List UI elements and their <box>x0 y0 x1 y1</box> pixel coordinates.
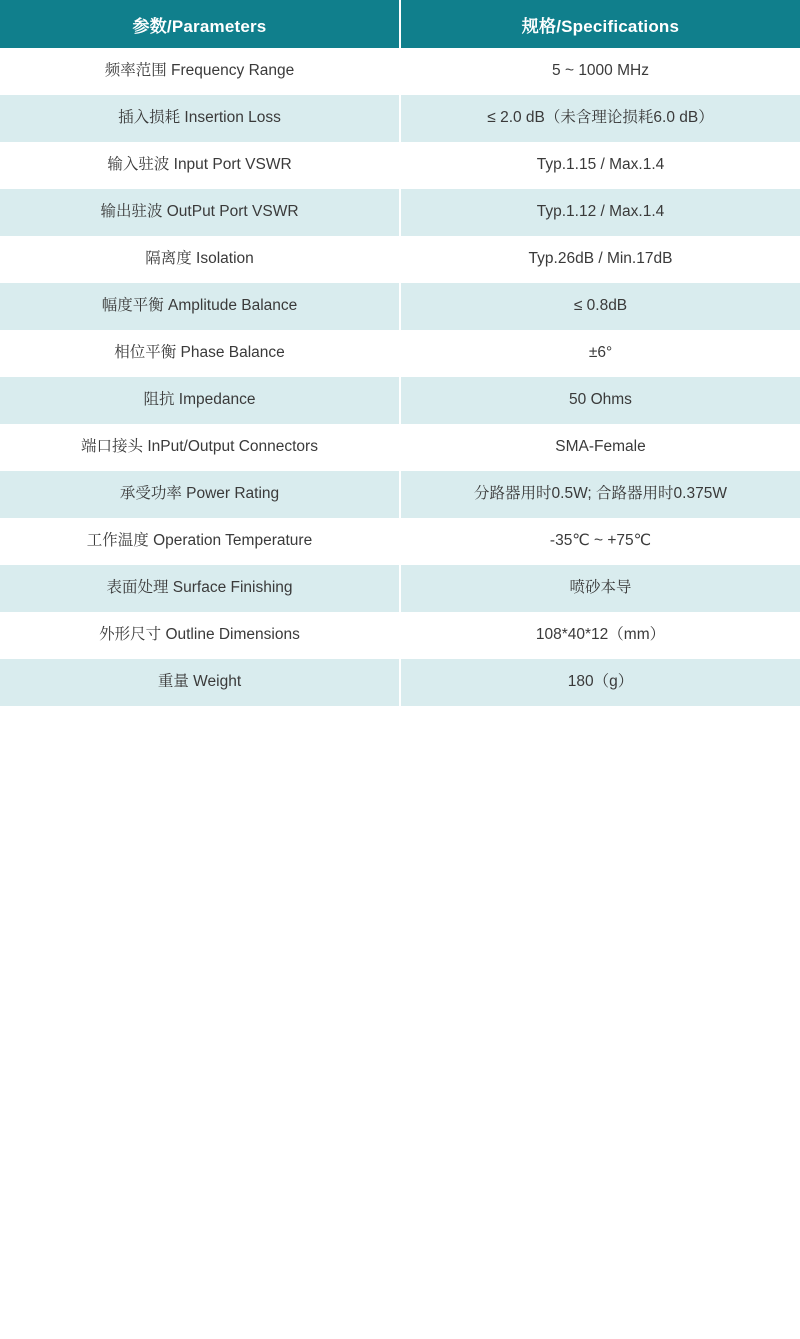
table-body <box>0 48 800 706</box>
cell-specification: ≤ 2.0 dB（未含理论损耗6.0 dB） <box>400 95 800 142</box>
table-row <box>0 424 800 471</box>
table-row <box>0 518 800 565</box>
cell-specification: 108*40*12（mm） <box>400 612 800 659</box>
table-row <box>0 565 800 612</box>
cell-parameter: 外形尺寸 Outline Dimensions <box>0 612 400 659</box>
cell-parameter: 频率范围 Frequency Range <box>0 48 400 95</box>
cell-specification: 喷砂本导 <box>400 565 800 612</box>
cell-specification: 50 Ohms <box>400 377 800 424</box>
table-row <box>0 471 800 518</box>
cell-parameter: 插入损耗 Insertion Loss <box>0 95 400 142</box>
cell-specification: -35℃ ~ +75℃ <box>400 518 800 565</box>
cell-parameter: 工作温度 Operation Temperature <box>0 518 400 565</box>
table-row <box>0 283 800 330</box>
table-row <box>0 95 800 142</box>
cell-parameter: 相位平衡 Phase Balance <box>0 330 400 377</box>
cell-parameter: 幅度平衡 Amplitude Balance <box>0 283 400 330</box>
cell-specification: 180（g） <box>400 659 800 706</box>
cell-specification: Typ.26dB / Min.17dB <box>400 236 800 283</box>
cell-specification: 分路器用时0.5W; 合路器用时0.375W <box>400 471 800 518</box>
cell-parameter: 输入驻波 Input Port VSWR <box>0 142 400 189</box>
table-row <box>0 189 800 236</box>
cell-specification: SMA-Female <box>400 424 800 471</box>
table-row <box>0 236 800 283</box>
cell-specification: Typ.1.15 / Max.1.4 <box>400 142 800 189</box>
cell-parameter: 输出驻波 OutPut Port VSWR <box>0 189 400 236</box>
cell-parameter: 承受功率 Power Rating <box>0 471 400 518</box>
cell-specification: Typ.1.12 / Max.1.4 <box>400 189 800 236</box>
table-row <box>0 612 800 659</box>
cell-parameter: 重量 Weight <box>0 659 400 706</box>
table-row <box>0 48 800 95</box>
table-row <box>0 330 800 377</box>
cell-specification: 5 ~ 1000 MHz <box>400 48 800 95</box>
table-header <box>0 0 800 48</box>
cell-parameter: 阻抗 Impedance <box>0 377 400 424</box>
cell-specification: ≤ 0.8dB <box>400 283 800 330</box>
cell-specification: ±6° <box>400 330 800 377</box>
cell-parameter: 表面处理 Surface Finishing <box>0 565 400 612</box>
table-row <box>0 142 800 189</box>
table-row <box>0 659 800 706</box>
cell-parameter: 端口接头 InPut/Output Connectors <box>0 424 400 471</box>
table-header-row <box>0 0 800 48</box>
cell-parameter: 隔离度 Isolation <box>0 236 400 283</box>
column-header-specifications: 规格/Specifications <box>400 0 800 48</box>
column-header-parameters: 参数/Parameters <box>0 0 400 48</box>
table-row <box>0 377 800 424</box>
